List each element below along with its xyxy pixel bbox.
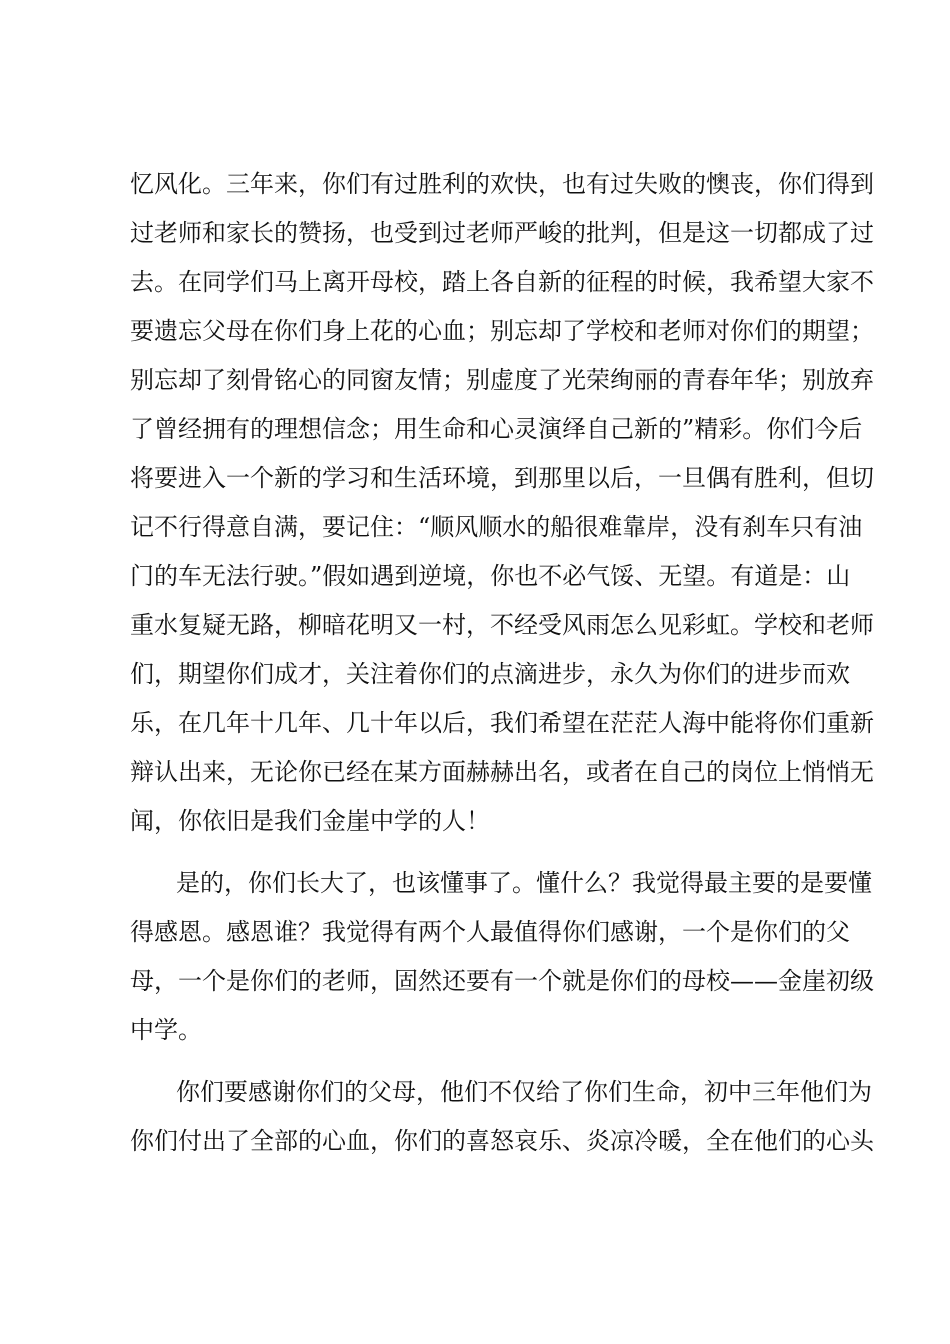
text-line: 你们付出了全部的心血，你们的喜怒哀乐、炎凉冷暖，全在他们的心头 [130, 1127, 874, 1155]
body-text [130, 160, 874, 1166]
text-line: 别忘却了刻骨铭心的同窗友情；别虚度了光荣绚丽的青春年华；别放弃 [130, 366, 874, 394]
paragraph-3 [130, 1068, 874, 1166]
text-line: 了曾经拥有的理想信念；用生命和心灵演绎自己新的”精彩。你们今后 [130, 415, 863, 443]
text-line: 将要进入一个新的学习和生活环境，到那里以后，一旦偶有胜利，但切 [130, 464, 874, 492]
text-line: 们，期望你们成才，关注着你们的点滴进步，永久为你们的进步而欢 [130, 660, 850, 688]
paragraph-1 [130, 160, 874, 846]
paragraph-2 [130, 859, 874, 1055]
text-line: 门的车无法行驶。”假如遇到逆境，你也不必气馁、无望。有道是：山 [130, 562, 851, 590]
text-line: 过老师和家长的赞扬，也受到过老师严峻的批判，但是这一切都成了过 [130, 219, 874, 247]
text-line: 得感恩。感恩谁？我觉得有两个人最值得你们感谢，一个是你们的父 [130, 918, 850, 946]
text-line: 记不行得意自满，要记住：“顺风顺水的船很难靠岸，没有刹车只有油 [130, 513, 863, 541]
text-line: 乐，在几年十几年、几十年以后，我们希望在茫茫人海中能将你们重新 [130, 709, 874, 737]
text-line: 闻，你依旧是我们金崖中学的人！ [130, 807, 490, 835]
text-line: 是的，你们长大了，也该懂事了。懂什么？我觉得最主要的是要懂 [176, 869, 872, 897]
text-line: 忆风化。三年来，你们有过胜利的欢快，也有过失败的懊丧，你们得到 [130, 170, 874, 198]
text-line: 要遗忘父母在你们身上花的心血；别忘却了学校和老师对你们的期望； [130, 317, 874, 345]
text-line: 母，一个是你们的老师，固然还要有一个就是你们的母校——金崖初级 [130, 967, 874, 995]
text-line: 重水复疑无路，柳暗花明又一村，不经受风雨怎么见彩虹。学校和老师 [130, 611, 874, 639]
text-line: 中学。 [130, 1016, 202, 1044]
text-line: 辩认出来，无论你已经在某方面赫赫出名，或者在自己的岗位上悄悄无 [130, 758, 874, 786]
text-line: 去。在同学们马上离开母校，踏上各自新的征程的时候，我希望大家不 [130, 268, 874, 296]
text-line: 你们要感谢你们的父母，他们不仅给了你们生命，初中三年他们为 [176, 1078, 872, 1106]
